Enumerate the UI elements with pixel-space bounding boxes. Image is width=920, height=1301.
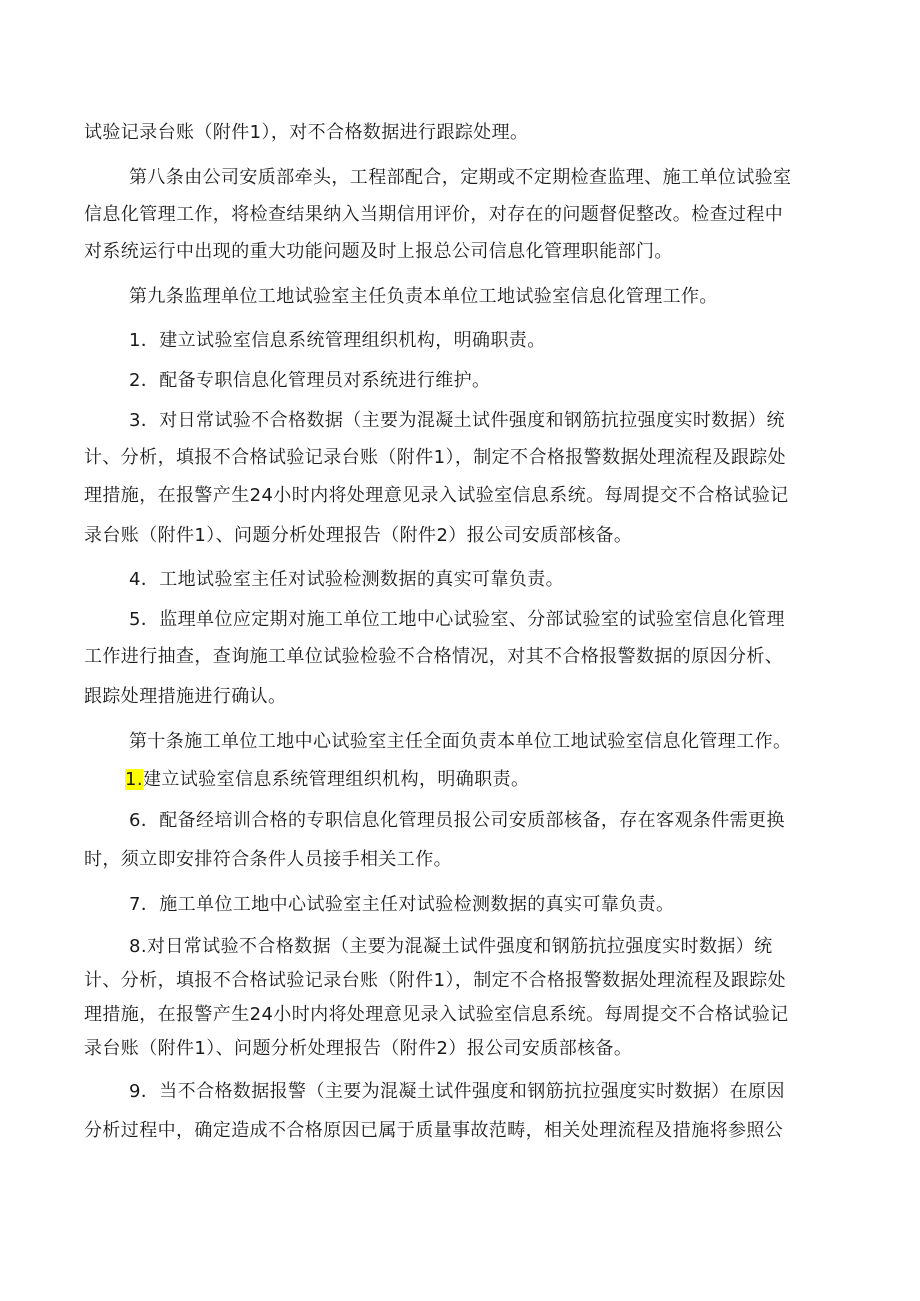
text-line: 对系统运行中出现的重大功能问题及时上报总公司信息化管理职能部门。 [84, 241, 673, 262]
list-item: 6．配备经培训合格的专职信息化管理员报公司安质部核备，存在客观条件需更换 [129, 810, 785, 831]
list-item: 2．配备专职信息化管理员对系统进行维护。 [129, 370, 491, 391]
article-9-heading: 第九条监理单位工地试验室主任负责本单位工地试验室信息化管理工作。 [129, 286, 718, 307]
text-line: 分析过程中，确定造成不合格原因已属于质量事故范畴，相关处理流程及措施将参照公 [84, 1120, 784, 1141]
text-line: 工作进行抽查，查询施工单位试验检验不合格情况，对其不合格报警数据的原因分析、 [84, 646, 784, 667]
text-line: 时，须立即安排符合条件人员接手相关工作。 [84, 849, 452, 870]
list-item [125, 768, 529, 792]
highlighted-marker: 1. [125, 769, 143, 790]
list-item: 8.对日常试验不合格数据（主要为混凝土试件强度和钢筋抗拉强度实时数据）统 [129, 936, 773, 957]
article-10-heading: 第十条施工单位工地中心试验室主任全面负责本单位工地试验室信息化管理工作。 [129, 731, 792, 752]
list-item: 3．对日常试验不合格数据（主要为混凝土试件强度和钢筋抗拉强度实时数据）统 [129, 410, 785, 431]
list-item: 1．建立试验室信息系统管理组织机构，明确职责。 [129, 330, 546, 351]
text-line: 跟踪处理措施进行确认。 [84, 686, 287, 707]
list-item: 7．施工单位工地中心试验室主任对试验检测数据的真实可靠负责。 [129, 894, 675, 915]
text-line: 理措施，在报警产生24小时内将处理意见录入试验室信息系统。每周提交不合格试验记 [84, 1004, 789, 1025]
text-line: 录台账（附件1）、问题分析处理报告（附件2）报公司安质部核备。 [84, 1038, 633, 1059]
list-item: 9．当不合格数据报警（主要为混凝土试件强度和钢筋抗拉强度实时数据）在原因 [129, 1081, 785, 1102]
text-line: 试验记录台账（附件1），对不合格数据进行跟踪处理。 [84, 122, 529, 143]
text-line: 计、分析，填报不合格试验记录台账（附件1），制定不合格报警数据处理流程及跟踪处 [84, 447, 787, 468]
article-8-heading: 第八条由公司安质部牵头，工程部配合，定期或不定期检查监理、施工单位试验室 [129, 167, 792, 188]
text-line: 信息化管理工作，将检查结果纳入当期信用评价，对存在的问题督促整改。检查过程中 [84, 204, 784, 225]
text-line: 录台账（附件1）、问题分析处理报告（附件2）报公司安质部核备。 [84, 525, 633, 546]
text-line: 计、分析，填报不合格试验记录台账（附件1），制定不合格报警数据处理流程及跟踪处 [84, 970, 787, 991]
list-item: 5．监理单位应定期对施工单位工地中心试验室、分部试验室的试验室信息化管理 [129, 609, 785, 630]
list-item: 4．工地试验室主任对试验检测数据的真实可靠负责。 [129, 569, 565, 590]
text-line: 理措施，在报警产生24小时内将处理意见录入试验室信息系统。每周提交不合格试验记 [84, 485, 789, 506]
list-item-text: 建立试验室信息系统管理组织机构，明确职责。 [142, 769, 530, 790]
